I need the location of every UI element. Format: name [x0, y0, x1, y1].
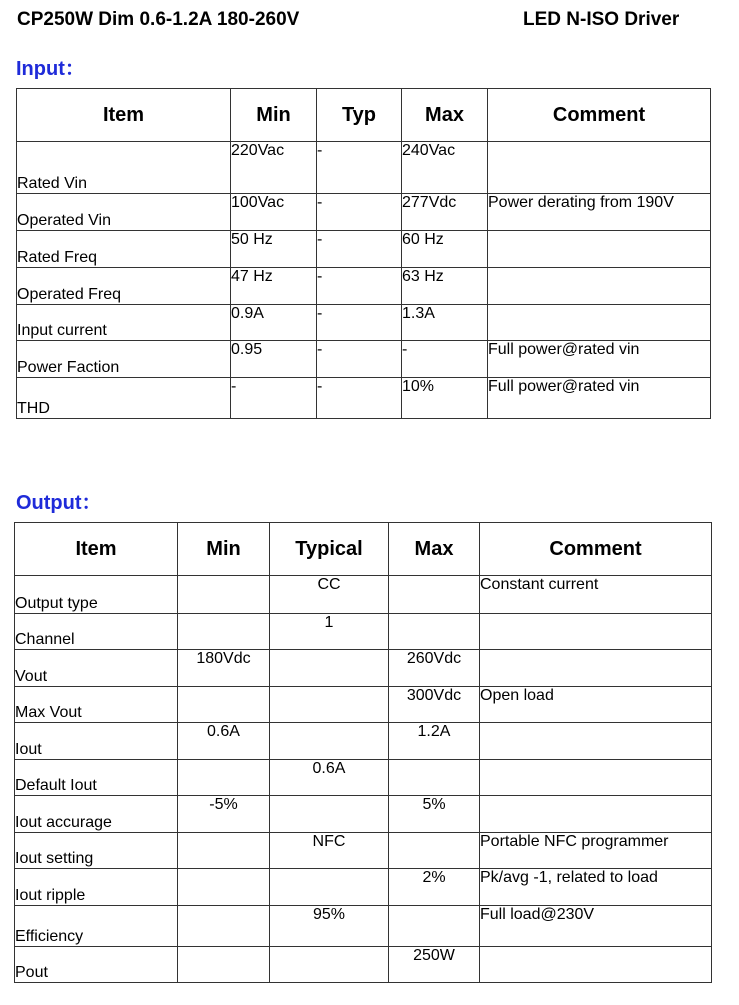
item-cell: Operated Freq — [17, 268, 231, 305]
typ-cell: - — [317, 305, 402, 341]
table-row — [15, 906, 712, 947]
item-cell: Output type — [15, 576, 178, 614]
item-cell: Iout ripple — [15, 869, 178, 906]
typ-cell: CC — [270, 576, 389, 614]
typ-cell: - — [317, 378, 402, 419]
comment-cell — [480, 650, 712, 687]
item-cell: Vout — [15, 650, 178, 687]
comment-cell: Full power@rated vin — [488, 341, 711, 378]
max-cell: 2% — [389, 869, 480, 906]
min-cell: 180Vdc — [178, 650, 270, 687]
column-header-min: Min — [178, 523, 270, 576]
max-cell: 277Vdc — [402, 194, 488, 231]
max-cell: 63 Hz — [402, 268, 488, 305]
table-row — [15, 947, 712, 983]
input-spec-table — [16, 88, 711, 419]
comment-cell — [488, 305, 711, 341]
typ-cell: NFC — [270, 833, 389, 869]
min-cell — [178, 687, 270, 723]
table-row — [17, 194, 711, 231]
min-cell — [178, 614, 270, 650]
min-cell: 220Vac — [231, 142, 317, 194]
table-row — [15, 833, 712, 869]
column-header-comment: Comment — [480, 523, 712, 576]
item-cell: Rated Freq — [17, 231, 231, 268]
table-row — [17, 341, 711, 378]
comment-cell — [488, 231, 711, 268]
min-cell: 0.95 — [231, 341, 317, 378]
min-cell: -5% — [178, 796, 270, 833]
table-row — [15, 760, 712, 796]
max-cell — [389, 614, 480, 650]
typ-cell: 1 — [270, 614, 389, 650]
item-cell: Pout — [15, 947, 178, 983]
min-cell: 0.9A — [231, 305, 317, 341]
column-header-max: Max — [402, 89, 488, 142]
min-cell: 100Vac — [231, 194, 317, 231]
table-row — [15, 869, 712, 906]
typ-cell: 0.6A — [270, 760, 389, 796]
table-row — [15, 687, 712, 723]
document-subtitle: LED N-ISO Driver — [523, 9, 680, 30]
typ-cell — [270, 796, 389, 833]
min-cell — [178, 760, 270, 796]
item-cell: Efficiency — [15, 906, 178, 947]
min-cell — [178, 906, 270, 947]
typ-cell: - — [317, 268, 402, 305]
column-header-typ: Typ — [317, 89, 402, 142]
item-cell: Channel — [15, 614, 178, 650]
document-title: CP250W Dim 0.6-1.2A 180-260V — [17, 9, 300, 30]
table-row — [17, 305, 711, 341]
max-cell: 60 Hz — [402, 231, 488, 268]
item-cell: Operated Vin — [17, 194, 231, 231]
table-row — [17, 378, 711, 419]
column-header-comment: Comment — [488, 89, 711, 142]
max-cell: 300Vdc — [389, 687, 480, 723]
output-header-row — [15, 523, 712, 576]
max-cell: - — [402, 341, 488, 378]
item-cell: Default Iout — [15, 760, 178, 796]
item-cell: Power Faction — [17, 341, 231, 378]
table-row — [15, 576, 712, 614]
max-cell: 10% — [402, 378, 488, 419]
item-cell: Iout setting — [15, 833, 178, 869]
typ-cell: - — [317, 231, 402, 268]
input-section-title: Input： — [16, 58, 85, 80]
comment-cell — [480, 796, 712, 833]
typ-cell — [270, 650, 389, 687]
comment-cell: Full power@rated vin — [488, 378, 711, 419]
max-cell: 240Vac — [402, 142, 488, 194]
item-cell: Max Vout — [15, 687, 178, 723]
max-cell — [389, 760, 480, 796]
column-header-max: Max — [389, 523, 480, 576]
comment-cell: Power derating from 190V — [488, 194, 711, 231]
min-cell: 50 Hz — [231, 231, 317, 268]
column-header-item: Item — [15, 523, 178, 576]
max-cell — [389, 906, 480, 947]
min-cell — [178, 833, 270, 869]
item-cell: THD — [17, 378, 231, 419]
table-row — [15, 723, 712, 760]
max-cell: 1.3A — [402, 305, 488, 341]
max-cell: 260Vdc — [389, 650, 480, 687]
table-row — [17, 231, 711, 268]
comment-cell — [488, 268, 711, 305]
typ-cell — [270, 869, 389, 906]
min-cell: - — [231, 378, 317, 419]
typ-cell — [270, 723, 389, 760]
column-header-item: Item — [17, 89, 231, 142]
comment-cell — [480, 760, 712, 796]
output-spec-table — [14, 522, 712, 983]
table-row — [17, 268, 711, 305]
comment-cell: Pk/avg -1, related to load — [480, 869, 712, 906]
typ-cell — [270, 947, 389, 983]
item-cell: Iout — [15, 723, 178, 760]
max-cell: 250W — [389, 947, 480, 983]
min-cell — [178, 869, 270, 906]
typ-cell — [270, 687, 389, 723]
input-header-row — [17, 89, 711, 142]
min-cell: 47 Hz — [231, 268, 317, 305]
typ-cell: - — [317, 194, 402, 231]
table-row — [15, 614, 712, 650]
comment-cell: Portable NFC programmer — [480, 833, 712, 869]
column-header-min: Min — [231, 89, 317, 142]
typ-cell: 95% — [270, 906, 389, 947]
item-cell: Iout accurage — [15, 796, 178, 833]
comment-cell — [480, 947, 712, 983]
column-header-typical: Typical — [270, 523, 389, 576]
item-cell: Rated Vin — [17, 142, 231, 194]
comment-cell — [488, 142, 711, 194]
output-section-title: Output： — [16, 492, 102, 514]
max-cell — [389, 576, 480, 614]
table-row — [15, 796, 712, 833]
comment-cell: Constant current — [480, 576, 712, 614]
max-cell — [389, 833, 480, 869]
typ-cell: - — [317, 341, 402, 378]
table-row — [17, 142, 711, 194]
comment-cell: Full load@230V — [480, 906, 712, 947]
item-cell: Input current — [17, 305, 231, 341]
min-cell — [178, 947, 270, 983]
comment-cell — [480, 614, 712, 650]
max-cell: 5% — [389, 796, 480, 833]
max-cell: 1.2A — [389, 723, 480, 760]
comment-cell: Open load — [480, 687, 712, 723]
typ-cell: - — [317, 142, 402, 194]
comment-cell — [480, 723, 712, 760]
min-cell: 0.6A — [178, 723, 270, 760]
min-cell — [178, 576, 270, 614]
table-row — [15, 650, 712, 687]
